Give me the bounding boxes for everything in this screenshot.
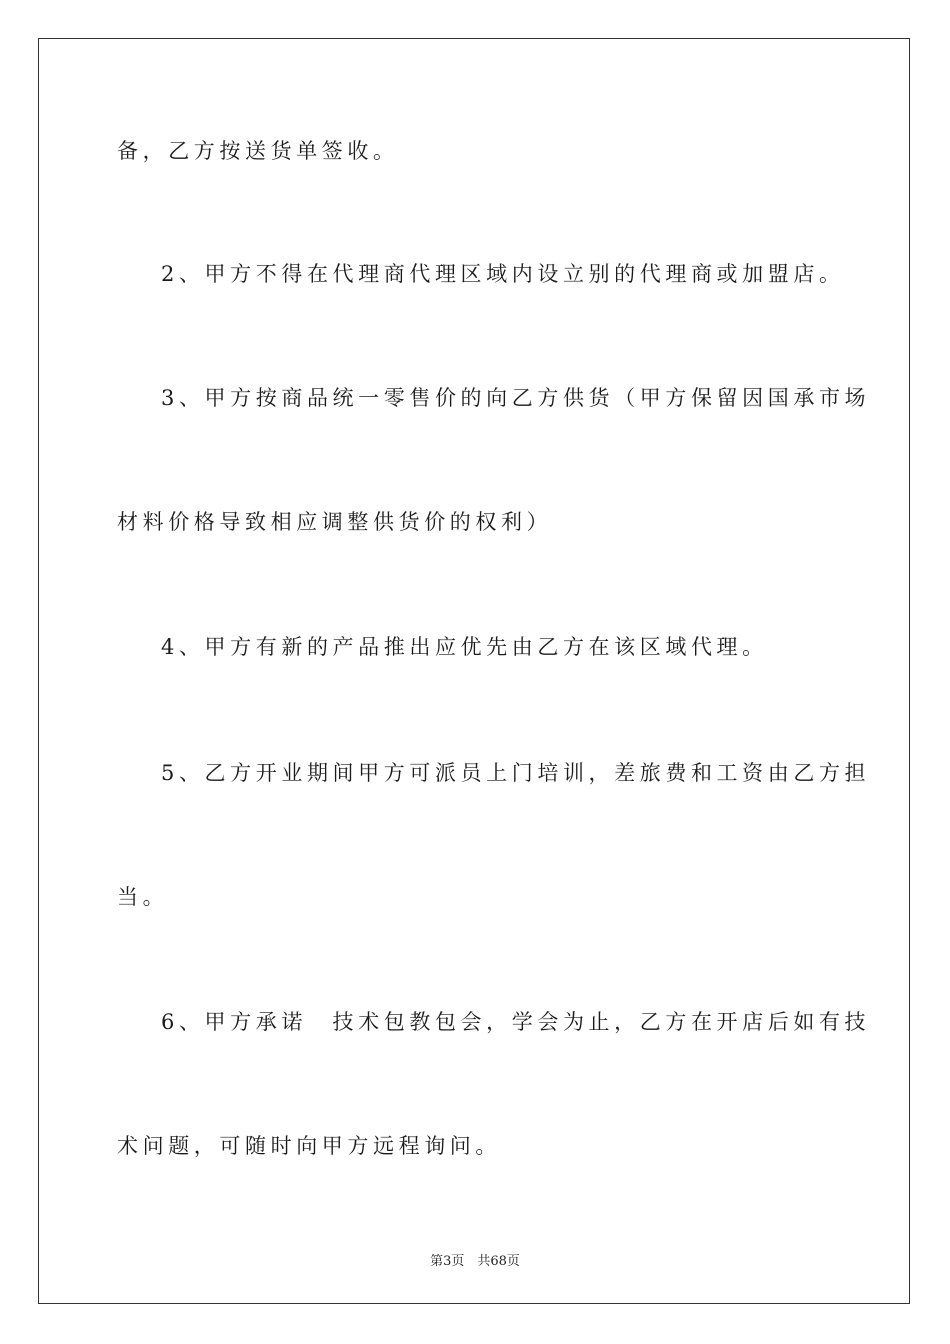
clause-6: 6、甲方承诺 技术包教包会，学会为止，乙方在开店后如有技: [161, 1010, 871, 1034]
clause-3-continuation: 材料价格导致相应调整供货价的权利）: [117, 510, 553, 534]
clause-5: 5、乙方开业期间甲方可派员上门培训，差旅费和工资由乙方担: [161, 761, 871, 785]
page-footer: [0, 1250, 950, 1269]
clause-2: 2、甲方不得在代理商代理区域内设立别的代理商或加盟店。: [161, 262, 845, 286]
text-line-1: 备，乙方按送货单签收。: [117, 139, 399, 163]
page-number: 第3页 共68页: [430, 1254, 520, 1269]
clause-5-continuation: 当。: [117, 885, 169, 909]
clause-6-continuation: 术问题，可随时向甲方远程询问。: [117, 1134, 501, 1158]
clause-3: 3、甲方按商品统一零售价的向乙方供货（甲方保留因国承市场: [161, 386, 871, 410]
clause-4: 4、甲方有新的产品推出应优先由乙方在该区域代理。: [161, 635, 768, 659]
page-border: [38, 38, 910, 1304]
